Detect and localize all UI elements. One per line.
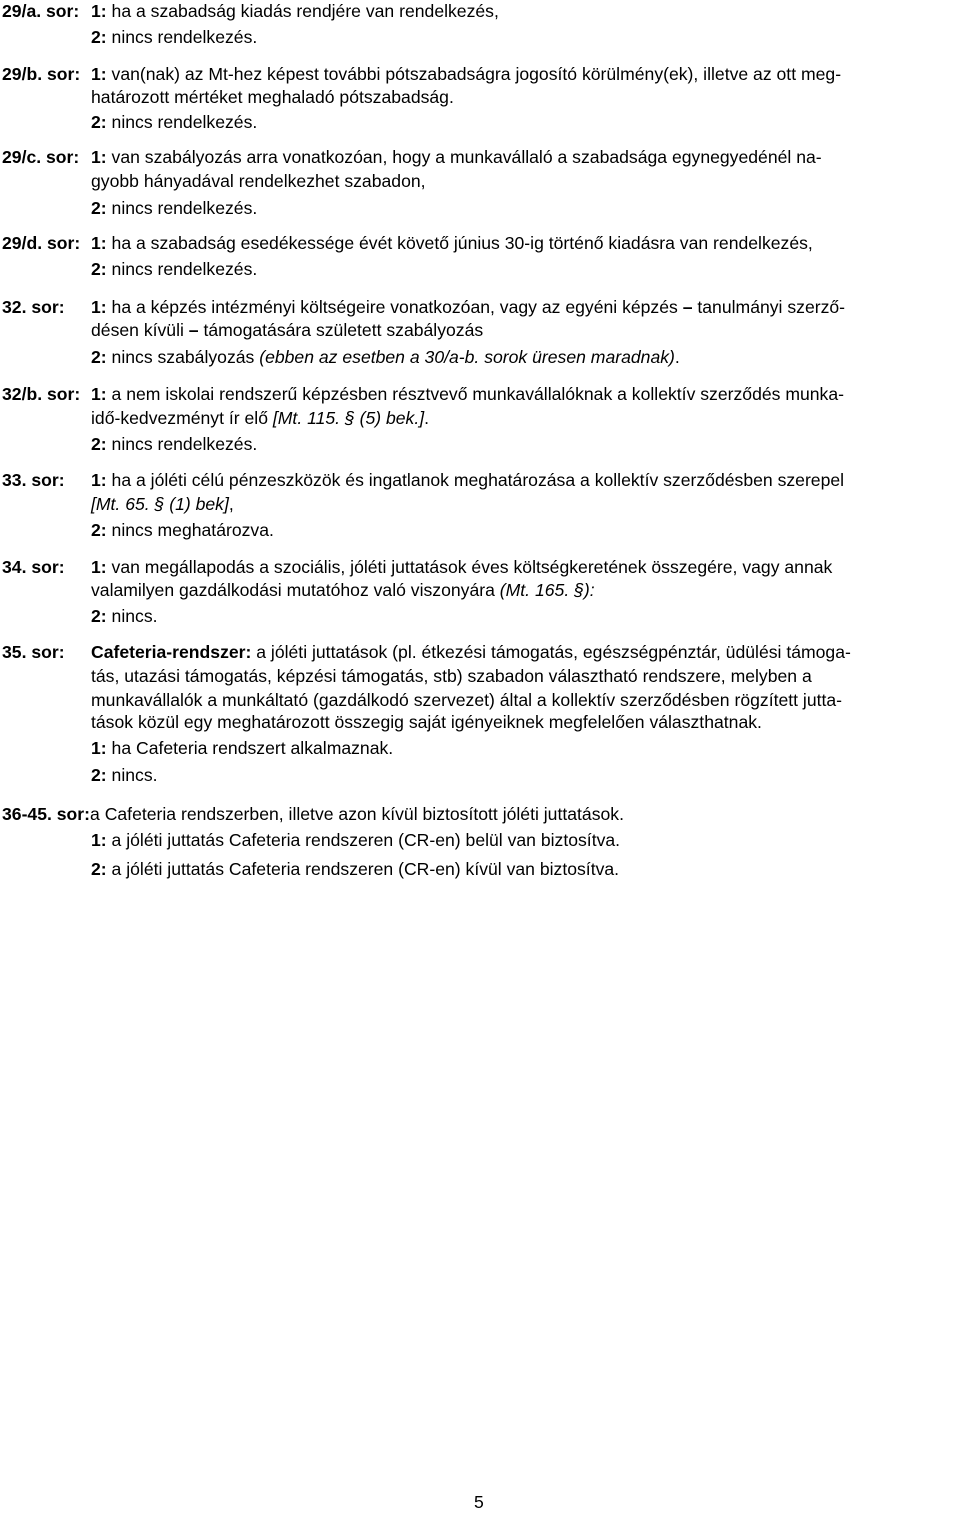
bold-text: 2: bbox=[91, 112, 107, 132]
text-segment: valamilyen gazdálkodási mutatóhoz való viszonyára bbox=[91, 580, 500, 600]
row-label: 35. sor: bbox=[2, 642, 65, 662]
row-text-line bbox=[91, 86, 454, 108]
text-segment: ha a jóléti célú pénzeszközök és ingatlanok meghatározása a kollektív szerződésben szerepel bbox=[106, 470, 845, 490]
text-segment: nincs. bbox=[106, 765, 158, 785]
text-segment: ha a szabadság esedékessége évét követő június 30-ig történő kiadásra van rendelkezés, bbox=[106, 233, 813, 253]
row-text-line bbox=[91, 232, 813, 254]
row-text-line bbox=[91, 319, 483, 341]
bold-text: 2: bbox=[91, 859, 107, 879]
text-segment: gyobb hányadával rendelkezhet szabadon, bbox=[91, 171, 426, 191]
row-label: 34. sor: bbox=[2, 557, 65, 577]
bold-text: 1: bbox=[91, 1, 107, 21]
row-text-line bbox=[91, 296, 845, 318]
text-segment: ha Cafeteria rendszert alkalmaznak. bbox=[106, 738, 394, 758]
text-segment: . bbox=[424, 408, 430, 428]
text-segment: tás, utazási támogatás, képzési támogatás, stb) szabadon választható rendszere, melyben a bbox=[91, 666, 812, 686]
bold-text: 2: bbox=[91, 259, 107, 279]
text-segment: désen kívüli bbox=[91, 320, 189, 340]
text-segment: nincs rendelkezés. bbox=[106, 112, 258, 132]
row-text-line bbox=[91, 689, 842, 711]
bold-text: 1: bbox=[91, 738, 107, 758]
row-text-line bbox=[91, 197, 257, 219]
row-text-line bbox=[91, 170, 426, 192]
bold-text: 1: bbox=[91, 557, 107, 577]
italic-text: [Mt. 65. § (1) bek] bbox=[91, 494, 229, 514]
row-label: 32. sor: bbox=[2, 297, 65, 317]
bold-text: 1: bbox=[91, 64, 107, 84]
text-segment: nincs szabályozás bbox=[106, 347, 260, 367]
row-label: 32/b. sor: bbox=[2, 384, 81, 404]
bold-text: 1: bbox=[91, 830, 107, 850]
text-segment: a nem iskolai rendszerű képzésben résztvevő munkavállalóknak a kollektív szerződés munka- bbox=[106, 384, 844, 404]
text-segment: van(nak) az Mt-hez képest további pótszabadságra jogosító körülmény(ek), illetve az ott meg- bbox=[106, 64, 842, 84]
row-text-line bbox=[91, 665, 812, 687]
bold-text: 1: bbox=[91, 384, 107, 404]
row-text-line bbox=[91, 641, 851, 663]
text-segment: a jóléti juttatás Cafeteria rendszeren (CR-en) belül van biztosítva. bbox=[106, 830, 621, 850]
row-text-line bbox=[91, 556, 832, 578]
row-label: 29/b. sor: bbox=[2, 64, 81, 84]
text-segment: nincs rendelkezés. bbox=[106, 434, 258, 454]
row-text-line bbox=[91, 858, 619, 880]
row-text-line bbox=[91, 433, 257, 455]
bold-text: 2: bbox=[91, 434, 107, 454]
text-segment: nincs rendelkezés. bbox=[106, 259, 258, 279]
row-text-line bbox=[91, 579, 595, 601]
text-segment: határozott mértéket meghaladó pótszabadság. bbox=[91, 87, 454, 107]
row-label: 29/a. sor: bbox=[2, 1, 80, 21]
row-label: 33. sor: bbox=[2, 470, 65, 490]
text-segment: a jóléti juttatások (pl. étkezési támogatás, egészségpénztár, üdülési támoga- bbox=[251, 642, 851, 662]
row-text-line bbox=[91, 605, 158, 627]
text-segment: a jóléti juttatás Cafeteria rendszeren (CR-en) kívül van biztosítva. bbox=[106, 859, 620, 879]
bold-text: 1: bbox=[91, 297, 107, 317]
row-text-line bbox=[91, 346, 680, 368]
row-text-line bbox=[91, 764, 158, 786]
text-segment: , bbox=[228, 494, 234, 514]
row-text-line bbox=[91, 829, 620, 851]
text-segment: nincs. bbox=[106, 606, 158, 626]
text-segment: támogatására született szabályozás bbox=[198, 320, 484, 340]
bold-text: 2: bbox=[91, 347, 107, 367]
page-number: 5 bbox=[474, 1492, 484, 1512]
row-text-line bbox=[91, 469, 844, 491]
row-label: 29/c. sor: bbox=[2, 147, 80, 167]
text-segment: van szabályozás arra vonatkozóan, hogy a munkavállaló a szabadsága egynegyedénél na- bbox=[106, 147, 822, 167]
bold-text: Cafeteria-rendszer: bbox=[91, 642, 252, 662]
bold-text: – bbox=[188, 320, 199, 340]
bold-text: 1: bbox=[91, 233, 107, 253]
bold-text: 2: bbox=[91, 27, 107, 47]
text-segment: . bbox=[674, 347, 680, 367]
row-text-line bbox=[91, 26, 257, 48]
text-segment: tanulmányi szerző- bbox=[692, 297, 846, 317]
row-text-line bbox=[90, 803, 624, 825]
bold-text: 2: bbox=[91, 520, 107, 540]
text-segment: munkavállalók a munkáltató (gazdálkodó szervezet) által a kollektív szerződésben rögzített jutta- bbox=[91, 690, 843, 710]
row-text-line bbox=[91, 737, 393, 759]
row-text-line bbox=[91, 493, 234, 515]
italic-text: (Mt. 165. §): bbox=[499, 580, 595, 600]
row-text-line bbox=[91, 711, 762, 733]
row-text-line bbox=[91, 519, 274, 541]
row-text-line bbox=[91, 146, 822, 168]
text-segment: nincs rendelkezés. bbox=[106, 198, 258, 218]
bold-text: 2: bbox=[91, 606, 107, 626]
text-segment: nincs rendelkezés. bbox=[106, 27, 258, 47]
row-label: 36-45. sor: bbox=[2, 804, 91, 824]
italic-text: [Mt. 115. § (5) bek.] bbox=[272, 408, 425, 428]
bold-text: 2: bbox=[91, 765, 107, 785]
text-segment: ha a szabadság kiadás rendjére van rendelkezés, bbox=[106, 1, 499, 21]
row-text-line bbox=[91, 0, 499, 22]
text-segment: tások közül egy meghatározott összegig saját igényeiknek megfelelően választhatnak. bbox=[91, 712, 762, 732]
row-label: 29/d. sor: bbox=[2, 233, 81, 253]
row-text-line bbox=[91, 63, 841, 85]
text-segment: ha a képzés intézményi költségeire vonatkozóan, vagy az egyéni képzés bbox=[106, 297, 683, 317]
text-segment: a Cafeteria rendszerben, illetve azon kívül biztosított jóléti juttatások. bbox=[90, 804, 624, 824]
row-text-line bbox=[91, 383, 844, 405]
bold-text: – bbox=[682, 297, 693, 317]
text-segment: van megállapodás a szociális, jóléti juttatások éves költségkeretének összegére, vagy annak bbox=[106, 557, 833, 577]
row-text-line bbox=[91, 258, 257, 280]
bold-text: 2: bbox=[91, 198, 107, 218]
bold-text: 1: bbox=[91, 470, 107, 490]
row-text-line bbox=[91, 111, 257, 133]
text-segment: idő-kedvezményt ír elő bbox=[91, 408, 273, 428]
italic-text: (ebben az esetben a 30/a-b. sorok üresen maradnak) bbox=[259, 347, 675, 367]
row-text-line bbox=[91, 407, 429, 429]
bold-text: 1: bbox=[91, 147, 107, 167]
text-segment: nincs meghatározva. bbox=[106, 520, 274, 540]
